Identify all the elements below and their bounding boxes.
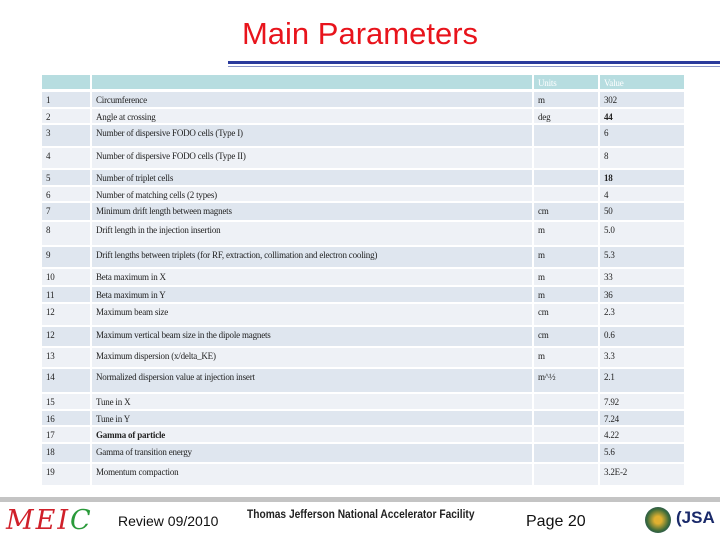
row-index: 12	[42, 327, 90, 346]
parameter-name: Minimum drift length between magnets	[92, 203, 532, 220]
table-row	[42, 187, 684, 203]
parameter-name: Beta maximum in Y	[92, 287, 532, 302]
parameter-value: 3.2E-2	[600, 464, 684, 485]
row-index: 19	[42, 464, 90, 485]
table-row	[42, 369, 684, 394]
table-row	[42, 148, 684, 170]
parameter-name: Number of dispersive FODO cells (Type I)	[92, 125, 532, 146]
table-row	[42, 348, 684, 369]
row-index: 9	[42, 247, 90, 267]
page-number: Page 20	[526, 513, 586, 530]
parameter-value: 2.1	[600, 369, 684, 392]
parameter-value: 36	[600, 287, 684, 302]
page-title: Main Parameters	[241, 16, 479, 51]
row-index: 3	[42, 125, 90, 146]
row-index: 2	[42, 109, 90, 123]
row-index: 17	[42, 427, 90, 442]
row-index: 11	[42, 287, 90, 302]
parameter-unit: m	[534, 92, 598, 107]
parameter-unit: m	[534, 287, 598, 302]
parameter-unit: cm	[534, 203, 598, 220]
parameter-name: Tune in X	[92, 394, 532, 409]
row-index: 12	[42, 304, 90, 325]
row-index: 5	[42, 170, 90, 185]
parameter-unit: cm	[534, 304, 598, 325]
row-index: 10	[42, 269, 90, 285]
parameter-name: Number of matching cells (2 types)	[92, 187, 532, 201]
parameter-unit: m	[534, 348, 598, 367]
header-cell-units: Units	[534, 75, 598, 89]
parameter-value: 33	[600, 269, 684, 285]
meic-logo: MEIC	[6, 505, 93, 536]
table-header	[42, 75, 684, 91]
table-row	[42, 327, 684, 348]
title-divider	[228, 61, 720, 64]
parameter-value: 302	[600, 92, 684, 107]
table-row	[42, 411, 684, 427]
row-index: 18	[42, 444, 90, 462]
parameter-unit	[534, 464, 598, 485]
parameter-name: Angle at crossing	[92, 109, 532, 123]
parameter-name: Gamma of particle	[92, 427, 532, 442]
table-row	[42, 269, 684, 287]
row-index: 15	[42, 394, 90, 409]
footer-divider	[0, 497, 720, 502]
row-index: 16	[42, 411, 90, 425]
parameter-name: Gamma of transition energy	[92, 444, 532, 462]
parameter-unit	[534, 444, 598, 462]
row-index: 1	[42, 92, 90, 107]
parameter-name: Number of triplet cells	[92, 170, 532, 185]
parameter-value: 8	[600, 148, 684, 168]
table-row	[42, 304, 684, 327]
parameter-unit: m	[534, 247, 598, 267]
parameter-value: 5.6	[600, 444, 684, 462]
parameter-name: Normalized dispersion value at injection insert	[92, 369, 532, 392]
parameter-value: 44	[600, 109, 684, 123]
parameter-unit	[534, 427, 598, 442]
table-row	[42, 464, 684, 487]
parameter-value: 3.3	[600, 348, 684, 367]
jsa-logo: (JSA	[676, 508, 715, 527]
parameter-unit	[534, 411, 598, 425]
row-index: 13	[42, 348, 90, 367]
table-row	[42, 287, 684, 304]
header-cell-index	[42, 75, 90, 89]
table-row	[42, 203, 684, 222]
table-row	[42, 125, 684, 148]
parameter-name: Maximum dispersion (x/delta_KE)	[92, 348, 532, 367]
parameter-value: 5.3	[600, 247, 684, 267]
parameter-value: 0.6	[600, 327, 684, 346]
parameter-value: 5.0	[600, 222, 684, 245]
parameter-value: 50	[600, 203, 684, 220]
parameter-unit: deg	[534, 109, 598, 123]
parameter-unit	[534, 170, 598, 185]
parameter-value: 4	[600, 187, 684, 201]
parameter-unit: m	[534, 222, 598, 245]
row-index: 14	[42, 369, 90, 392]
parameter-unit	[534, 125, 598, 146]
doe-seal-icon	[645, 507, 671, 533]
lab-name: Thomas Jefferson National Accelerator Facility	[247, 507, 475, 521]
table-row	[42, 444, 684, 464]
row-index: 8	[42, 222, 90, 245]
table-row	[42, 222, 684, 247]
parameter-name: Maximum vertical beam size in the dipole magnets	[92, 327, 532, 346]
parameter-name: Momentum compaction	[92, 464, 532, 485]
table-row	[42, 427, 684, 444]
row-index: 4	[42, 148, 90, 168]
parameter-value: 7.24	[600, 411, 684, 425]
parameter-name: Maximum beam size	[92, 304, 532, 325]
parameter-value: 18	[600, 170, 684, 185]
title-divider-thin	[228, 66, 720, 67]
header-cell-parameter	[92, 75, 532, 89]
parameter-name: Drift lengths between triplets (for RF, extraction, collimation and electron cooling)	[92, 247, 532, 267]
table-row	[42, 170, 684, 187]
parameter-unit: m^½	[534, 369, 598, 392]
parameter-unit: m	[534, 269, 598, 285]
parameter-unit: cm	[534, 327, 598, 346]
parameter-unit	[534, 187, 598, 201]
header-cell-value: Value	[600, 75, 684, 89]
parameter-name: Tune in Y	[92, 411, 532, 425]
review-date: Review 09/2010	[118, 513, 219, 529]
parameter-name: Number of dispersive FODO cells (Type II)	[92, 148, 532, 168]
row-index: 7	[42, 203, 90, 220]
parameter-value: 6	[600, 125, 684, 146]
table-row	[42, 92, 684, 109]
parameter-name: Circumference	[92, 92, 532, 107]
table-row	[42, 394, 684, 411]
parameter-name: Beta maximum in X	[92, 269, 532, 285]
table-row	[42, 247, 684, 269]
parameter-value: 7.92	[600, 394, 684, 409]
parameter-unit	[534, 394, 598, 409]
parameter-unit	[534, 148, 598, 168]
parameter-value: 4.22	[600, 427, 684, 442]
parameter-value: 2.3	[600, 304, 684, 325]
table-row	[42, 109, 684, 125]
parameter-name: Drift length in the injection insertion	[92, 222, 532, 245]
row-index: 6	[42, 187, 90, 201]
